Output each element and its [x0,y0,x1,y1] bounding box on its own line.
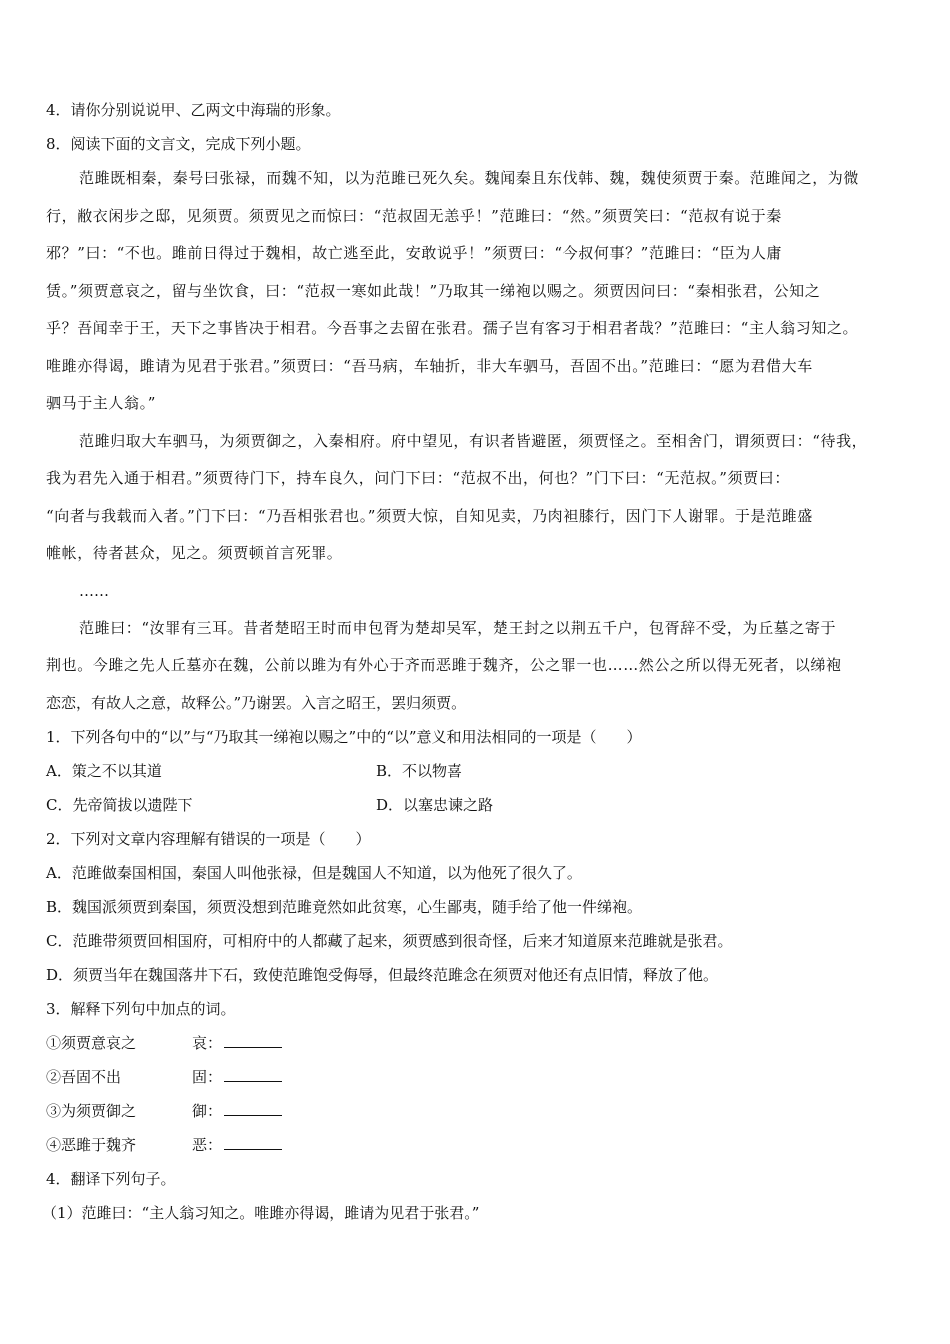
answer-blank[interactable] [224,1135,282,1150]
question-1-options-row-1 [46,761,916,795]
question-1 [46,727,916,829]
vocab-word [192,1135,282,1169]
option-c[interactable]: C．先帝简拔以遗陛下 [46,795,193,814]
option-a[interactable]: A．范雎做秦国相国，秦国人叫他张禄，但是魏国人不知道，以为他死了很久了。 [46,863,582,882]
vocab-word [192,1067,282,1101]
option-b[interactable]: B．魏国派须贾到秦国，须贾没想到范雎竟然如此贫寒，心生鄙夷，随手给了他一件绨袍。 [46,897,643,916]
vocab-word-label: 固： [192,1067,223,1086]
question-4 [42,1169,916,1237]
vocab-word [192,1101,282,1135]
question-2 [46,829,916,999]
question-4-stem: 4．翻译下列句子。 [46,1169,176,1188]
passage-line: 恋恋，有故人之意，故释公。”乃谢罢。入言之昭王，罢归须贾。 [46,693,467,712]
vocab-word-label: 哀： [192,1033,223,1052]
question-2-stem: 2．下列对文章内容理解有错误的一项是（ ） [46,829,371,848]
question-3 [46,999,916,1169]
passage-line: 乎？吾闻幸于王，天下之事皆决于相君。今吾事之去留在张君。孺子岂有客习于相君者哉？”范雎曰：“主人翁习知之。 [46,319,859,337]
vocab-phrase: ④恶雎于魏齐 [46,1135,137,1154]
passage-line: 范雎归取大车驷马，为须贾御之，入秦相府。府中望见，有识者皆避匿，须贾怪之。至相舍门，谓须贾曰：“待我， [79,431,868,450]
passage-line: 邪？”曰：“不也。雎前日得过于魏相，故亡逃至此，安敢说乎！”须贾曰：“今叔何事？”范雎曰：“臣为人庸 [46,244,783,262]
passage-line: 范雎既相秦，秦号曰张禄，而魏不知，以为范雎已死久矣。魏闻秦且东伐韩、魏，魏使须贾于秦。范雎闻之，为微 [79,169,860,187]
passage-paragraph-1 [46,168,916,431]
passage-line: “向者与我载而入者。”门下曰：“乃吾相张君也。”须贾大惊，自知见卖，乃肉袒膝行，因门下人谢罪。于是范雎盛 [46,506,813,525]
passage-line: 范雎曰：“汝罪有三耳。昔者楚昭王时而申包胥为楚却吴军，楚王封之以荆五千户，包胥辞不受，为丘墓之寄于 [79,618,837,637]
answer-blank[interactable] [224,1067,282,1082]
question-1-stem: 1．下列各句中的“以”与“乃取其一绨袍以赐之”中的“以”意义和用法相同的一项是（ ） [46,727,642,746]
option-b[interactable]: B．不以物喜 [376,761,463,780]
vocab-item [46,1135,916,1169]
passage-line: 帷帐，待者甚众，见之。须贾顿首言死罪。 [46,544,343,562]
passage-paragraph-2 [46,431,916,581]
vocab-phrase: ②吾固不出 [46,1067,122,1086]
vocab-word [192,1033,282,1067]
option-a[interactable]: A．策之不以其道 [46,761,162,780]
passage-paragraph-3 [46,618,916,727]
answer-blank[interactable] [224,1101,282,1116]
passage-line: 我为君先入通于相君。”须贾待门下，持车良久，问门下曰：“范叔不出，何也？”门下曰：“无范叔。”须贾曰： [46,469,790,487]
answer-blank[interactable] [224,1033,282,1048]
passage-line: 荆也。今雎之先人丘墓亦在魏，公前以雎为有外心于齐而恶雎于魏齐，公之罪一也……然公之所以得无死者，以绨袍 [46,656,842,674]
passage-line: 赁。”须贾意哀之，留与坐饮食，曰：“范叔一寒如此哉！”乃取其一绨袍以赐之。须贾因问曰：“秦相张君，公知之 [46,281,821,300]
question-4-sub-1: （1）范雎曰：“主人翁习知之。唯雎亦得谒，雎请为见君于张君。” [42,1203,480,1222]
passage-line: 驷马于主人翁。” [46,394,156,412]
question-1-options-row-2 [46,795,916,829]
option-d[interactable]: D．须贾当年在魏国落井下石，致使范雎饱受侮辱，但最终范雎念在须贾对他还有点旧情，释放了他。 [46,965,719,984]
vocab-word-label: 御： [192,1101,223,1120]
option-c[interactable]: C．范雎带须贾回相国府，可相府中的人都藏了起来，须贾感到很奇怪，后来才知道原来范雎就是张君。 [46,931,733,950]
vocab-phrase: ③为须贾御之 [46,1101,137,1120]
section-heading: 8．阅读下面的文言文，完成下列小题。 [46,135,311,153]
passage-ellipsis: …… [79,581,109,600]
vocab-phrase: ①须贾意哀之 [46,1033,137,1052]
vocab-item [46,1067,916,1101]
question-3-stem: 3．解释下列句中加点的词。 [46,999,236,1018]
vocab-word-label: 恶： [192,1135,223,1154]
vocab-item [46,1101,916,1135]
previous-question: 4．请你分别说说甲、乙两文中海瑞的形象。 [46,101,341,119]
vocab-item [46,1033,916,1067]
passage-line: 行，敝衣闲步之邸，见须贾。须贾见之而惊曰：“范叔固无恙乎！”范雎曰：“然。”须贾笑曰：“范叔有说于秦 [46,206,782,225]
option-d[interactable]: D．以塞忠谏之路 [376,795,494,814]
passage-line: 唯雎亦得谒，雎请为见君于张君。”须贾曰：“吾马病，车轴折，非大车驷马，吾固不出。”范雎曰：“愿为君借大车 [46,356,813,375]
document-page [42,100,916,1237]
